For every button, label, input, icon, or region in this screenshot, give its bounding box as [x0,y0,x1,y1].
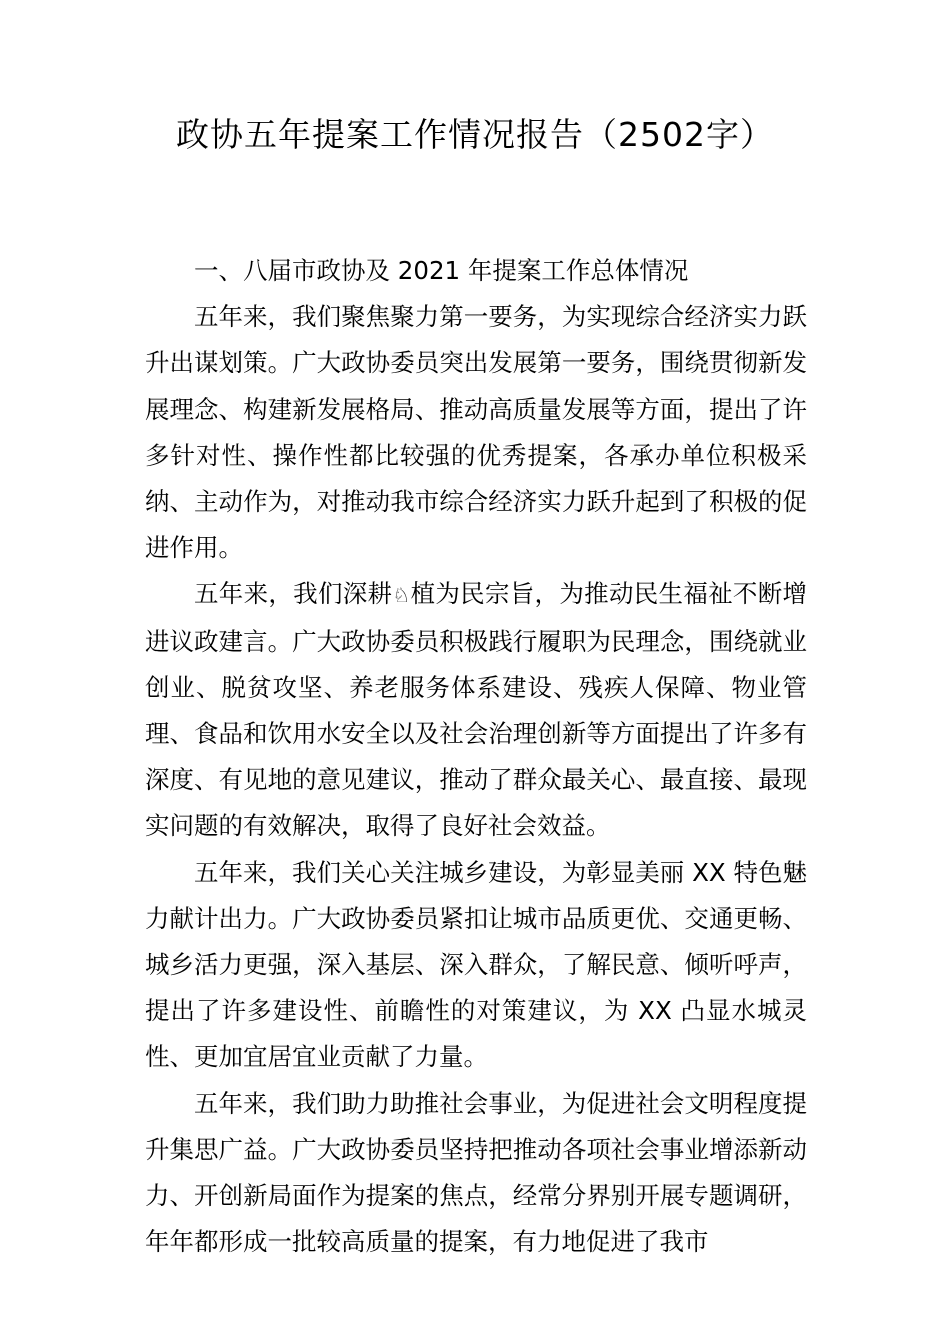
paragraph-2 [145,571,807,849]
paragraph-3: 五年来，我们关心关注城乡建设，为彰显美丽 XX 特色魅力献计出力。广大政协委员紧扣让城市品质更优、交通更畅、城乡活力更强，深入基层、深入群众，了解民意、倾听呼声，提出了许多建设性、前瞻性的对策建议，为 XX 凸显水城灵性、更加宜居宜业贡献了力量。 [145,857,807,1072]
paragraph-4: 五年来，我们助力助推社会事业，为促进社会文明程度提升集思广益。广大政协委员坚持把推动各项社会事业增添新动力、开创新局面作为提案的焦点，经常分界别开展专题调研，年年都形成一批较高质量的提案，有力地促进了我市 [145,1088,807,1257]
document-body [145,248,807,1265]
section-heading: 一、八届市政协及 2021 年提案工作总体情况 [194,256,689,285]
knight-glyph-icon: ♘ [392,583,411,608]
paragraph-1: 五年来，我们聚焦聚力第一要务，为实现综合经济实力跃升出谋划策。广大政协委员突出发展第一要务，围绕贯彻新发展理念、构建新发展格局、推动高质量发展等方面，提出了许多针对性、操作性都比较强的优秀提案，各承办单位积极采纳、主动作为，对推动我市综合经济实力跃升起到了积极的促进作用。 [145,302,807,563]
paragraph-2-part-1: 五年来，我们深耕 [194,579,393,609]
paragraph-2-part-2: 植为民宗旨，为推动民生福祉不断增进议政建言。广大政协委员积极践行履职为民理念，围绕就业创业、脱贫攻坚、养老服务体系建设、残疾人保障、物业管理、食品和饮用水安全以及社会治理创新等方面提出了许多有深度、有见地的意见建议，推动了群众最关心、最直接、最现实问题的有效解决，取得了良好社会效益。 [145,579,808,841]
document-title: 政协五年提案工作情况报告（2502字） [176,115,774,154]
